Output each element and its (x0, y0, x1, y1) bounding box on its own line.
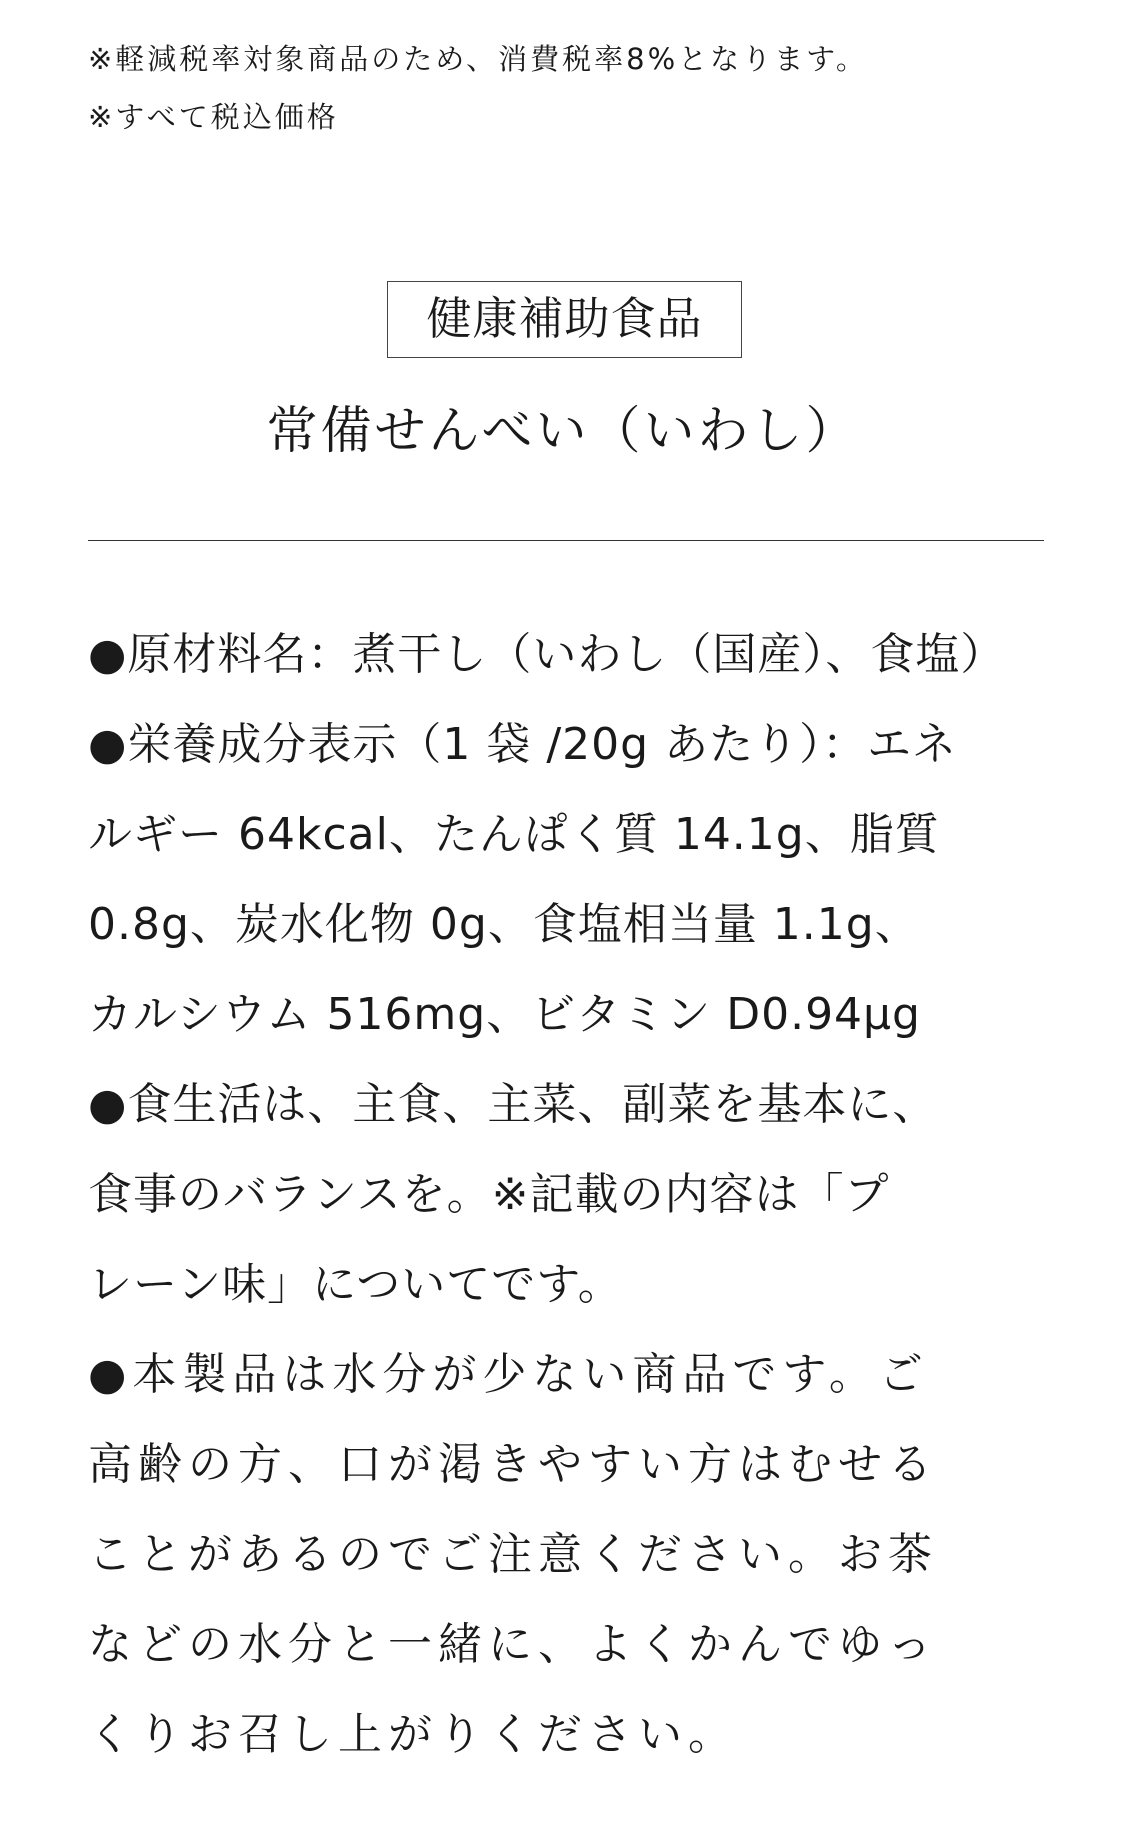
description-line: 食事のバランスを。※記載の内容は「プ (88, 1169, 890, 1220)
product-title: 常備せんべい（いわし） (266, 402, 860, 461)
description-line: などの水分と一緒に、よくかんでゆっ (88, 1619, 938, 1670)
description-line: 0.8g、炭水化物 0g、食塩相当量 1.1g、 (88, 899, 920, 950)
description-line: ●原材料名：煮干し（いわし（国産）、食塩） (88, 629, 1006, 680)
product-description (88, 610, 1050, 1780)
description-line: ルギー 64kcal、たんぱく質 14.1g、脂質 (88, 809, 940, 860)
description-line: くりお召し上がりください。 (88, 1709, 738, 1760)
description-line: レーン味」についてです。 (88, 1259, 623, 1310)
description-line: ●食生活は、主食、主菜、副菜を基本に、 (88, 1079, 938, 1130)
description-line: ●本製品は水分が少ない商品です。ご (88, 1349, 929, 1400)
description-line: ことがあるのでご注意ください。お茶 (88, 1529, 938, 1580)
tax-note-line: ※すべて税込価格 (88, 100, 339, 134)
tax-notes (88, 30, 1048, 146)
description-line: 高齢の方、口が渇きやすい方はむせる (88, 1439, 938, 1490)
description-line: ●栄養成分表示（1 袋 /20g あたり）：エネ (88, 719, 958, 770)
tax-note-line: ※軽減税率対象商品のため、消費税率8%となります。 (88, 42, 868, 76)
description-line: カルシウム 516mg、ビタミン D0.94μg (88, 989, 921, 1040)
category-badge: 健康補助食品 (387, 281, 742, 358)
divider (88, 540, 1044, 541)
